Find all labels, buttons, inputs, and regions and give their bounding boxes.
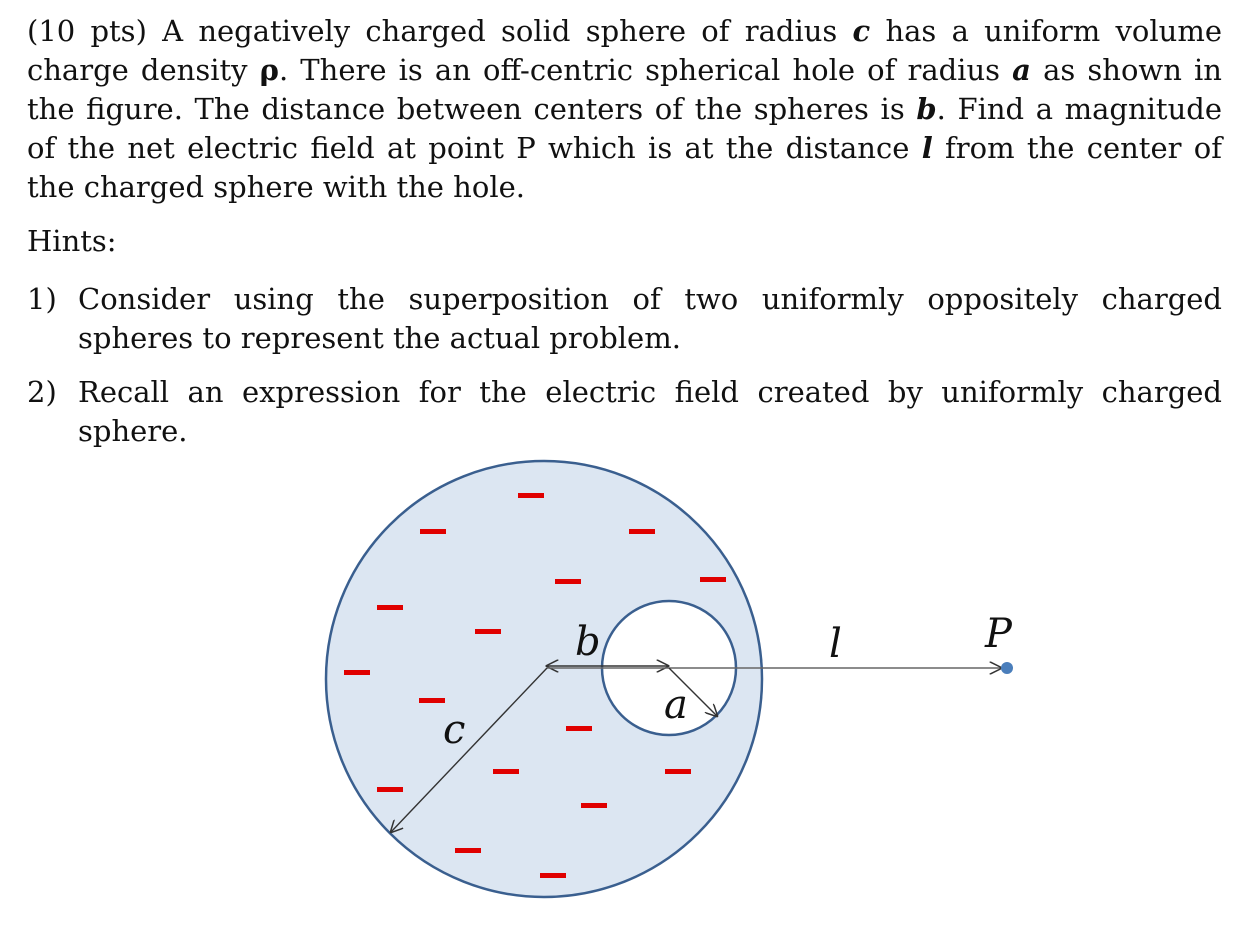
problem-text-5: . Find a magnitude of the net electric field at point P which is at the distance [27, 92, 1222, 165]
label-P: P [985, 611, 1012, 657]
variable-b: b [916, 92, 937, 126]
problem-text-3: . There is an off-centric spherical hole of radius [278, 53, 1013, 87]
hint-text: Consider using the superposition of two uniformly oppositely charged spheres to represent the actual problem. [78, 282, 1222, 355]
variable-c: c [852, 14, 871, 48]
point-P-dot [1001, 662, 1013, 674]
negative-charge-mark [566, 726, 592, 731]
negative-charge-mark [581, 803, 607, 808]
negative-charge-mark [475, 629, 501, 634]
negative-charge-mark [419, 698, 445, 703]
variable-a: a [1012, 53, 1031, 87]
label-l: l [829, 621, 842, 667]
variable-rho: ρ [259, 53, 279, 87]
negative-charge-mark [700, 577, 726, 582]
problem-text-2: has a uniform volume charge density [27, 14, 1223, 87]
negative-charge-mark [665, 769, 691, 774]
problem-text-6: from the center of the charged sphere with the hole. [27, 131, 1223, 204]
negative-charge-mark [455, 848, 481, 853]
problem-text-4: as shown in the figure. The distance between centers of the spheres is [27, 53, 1222, 126]
variable-l: l [921, 131, 933, 165]
label-c: c [443, 707, 466, 753]
negative-charge-mark [377, 605, 403, 610]
negative-charge-mark [493, 769, 519, 774]
negative-charge-mark [629, 529, 655, 534]
hints-title: Hints: [27, 224, 117, 258]
negative-charge-mark [377, 787, 403, 792]
hint-text: Recall an expression for the electric field created by uniformly charged sphere. [78, 375, 1222, 448]
hint-number: 1) [27, 282, 57, 316]
negative-charge-mark [555, 579, 581, 584]
problem-intro: (10 pts) A negatively charged solid sphere of radius [27, 14, 853, 48]
negative-charge-mark [344, 670, 370, 675]
negative-charge-mark [420, 529, 446, 534]
hint-number: 2) [27, 375, 57, 409]
negative-charge-mark [540, 873, 566, 878]
label-b: b [575, 619, 601, 665]
negative-charge-mark [518, 493, 544, 498]
label-a: a [664, 682, 688, 728]
